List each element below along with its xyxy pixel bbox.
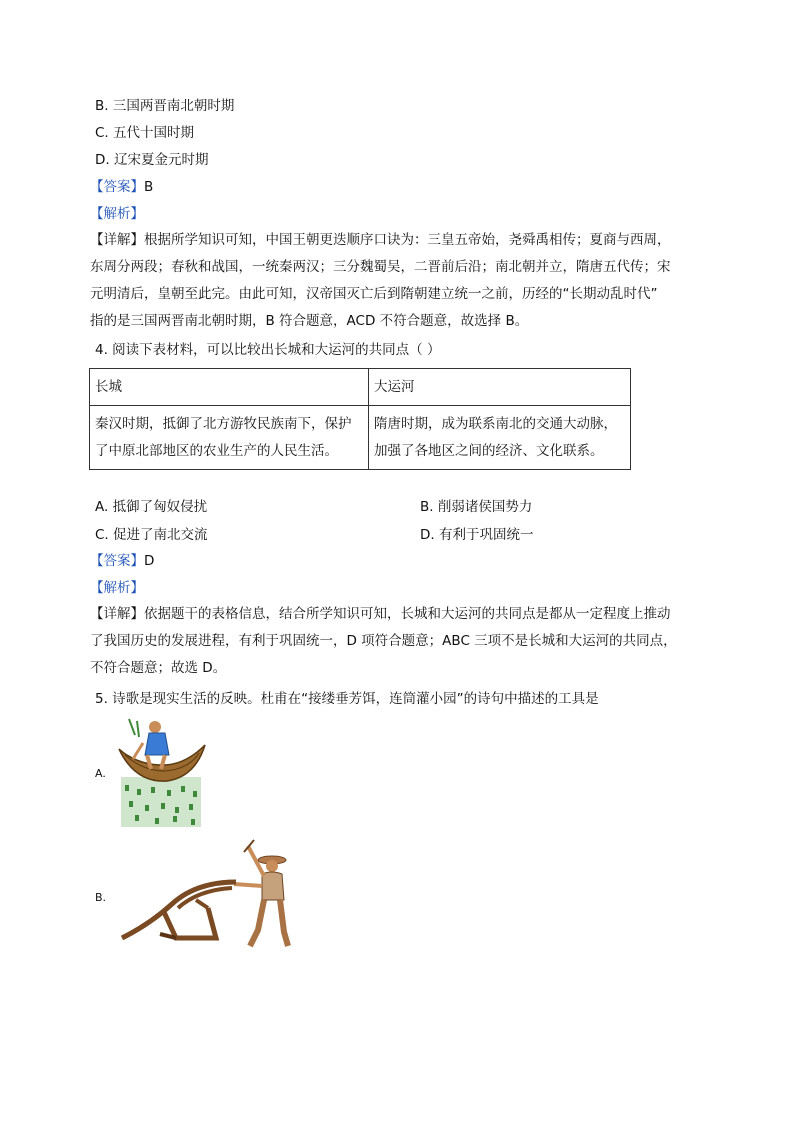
boat-farmer-illustration bbox=[115, 715, 207, 830]
q3-option-b: B. 三国两晋南北朝时期 bbox=[95, 98, 235, 114]
q4-detail bbox=[90, 601, 700, 682]
q4-answer-label: 答案 bbox=[103, 553, 131, 569]
q3-option-d: D. 辽宋夏金元时期 bbox=[95, 152, 209, 168]
q4-detail-line-2: 了我国历史的发展进程，有利于巩固统一，D 项符合题意；ABC 三项不是长城和大运河的共同点， bbox=[90, 633, 677, 649]
q3-answer-open: 【 bbox=[90, 179, 104, 195]
q4-detail-line-1: 【详解】依据题干的表格信息，结合所学知识可知，长城和大运河的共同点是都从一定程度上推动 bbox=[90, 606, 671, 622]
table-row bbox=[90, 406, 631, 470]
table-cell-grand-canal: 隋唐时期，成为联系南北的交通大动脉，加强了各地区之间的经济、文化联系。 bbox=[369, 406, 631, 470]
q4-answer bbox=[90, 552, 154, 570]
q3-detail-line-4: 指的是三国两晋南北朝时期，B 符合题意，ACD 不符合题意，故选择 B。 bbox=[90, 313, 529, 329]
q3-option-c: C. 五代十国时期 bbox=[95, 125, 195, 141]
table-cell-great-wall: 秦汉时期，抵御了北方游牧民族南下，保护了中原北部地区的农业生产的人民生活。 bbox=[90, 406, 369, 470]
q4-option-d: D. 有利于巩固统一 bbox=[420, 527, 534, 543]
table-header-grand-canal: 大运河 bbox=[369, 369, 631, 406]
q4-analysis-close: 】 bbox=[130, 580, 144, 596]
q3-answer bbox=[90, 178, 153, 196]
q3-answer-value: B bbox=[144, 179, 154, 195]
q3-detail-tag: 【详解】 bbox=[90, 232, 144, 248]
table-header-row bbox=[90, 369, 631, 406]
q4-answer-value: D bbox=[144, 553, 155, 569]
q3-analysis-label: 解析 bbox=[103, 206, 131, 222]
q4-analysis-label: 解析 bbox=[103, 580, 131, 596]
plough-farmer-illustration bbox=[116, 838, 298, 952]
q4-detail-line-3: 不符合题意；故选 D。 bbox=[90, 660, 227, 676]
q5-option-a-label: A. bbox=[95, 767, 106, 780]
q5-stem: 5. 诗歌是现实生活的反映。杜甫在“接缕垂芳饵，连筒灌小园”的诗句中描述的工具是 bbox=[95, 691, 599, 707]
q3-detail-line-3: 元明清后，皇朝至此完。由此可知，汉帝国灭亡后到隋朝建立统一之前，历经的“长期动乱时代” bbox=[90, 286, 658, 302]
q3-detail-line-2: 东周分两段；春秋和战国，一统秦两汉；三分魏蜀吴，二晋前后沿；南北朝并立，隋唐五代传；宋 bbox=[90, 259, 671, 275]
q4-option-c: C. 促进了南北交流 bbox=[95, 527, 208, 543]
q4-option-b: B. 削弱诸侯国势力 bbox=[420, 499, 533, 515]
table-header-great-wall: 长城 bbox=[90, 369, 369, 406]
q3-analysis-close: 】 bbox=[130, 206, 144, 222]
q3-detail-line-1: 【详解】根据所学知识可知，中国王朝更迭顺序口诀为：三皇五帝始，尧舜禹相传；夏商与西周， bbox=[90, 232, 671, 248]
q3-analysis-title bbox=[90, 205, 144, 223]
q4-detail-tag: 【详解】 bbox=[90, 606, 144, 622]
q3-detail bbox=[90, 227, 700, 335]
q5-option-b-label: B. bbox=[95, 891, 107, 904]
q4-stem: 4. 阅读下表材料，可以比较出长城和大运河的共同点（ ） bbox=[95, 342, 441, 358]
q3-analysis-open: 【 bbox=[90, 206, 104, 222]
q3-answer-label: 答案 bbox=[103, 179, 131, 195]
q4-analysis-title bbox=[90, 579, 144, 597]
q4-answer-open: 【 bbox=[90, 553, 104, 569]
q4-comparison-table bbox=[89, 368, 631, 470]
q3-answer-close: 】 bbox=[130, 179, 144, 195]
q4-analysis-open: 【 bbox=[90, 580, 104, 596]
q4-answer-close: 】 bbox=[130, 553, 144, 569]
q4-option-a: A. 抵御了匈奴侵扰 bbox=[95, 499, 208, 515]
